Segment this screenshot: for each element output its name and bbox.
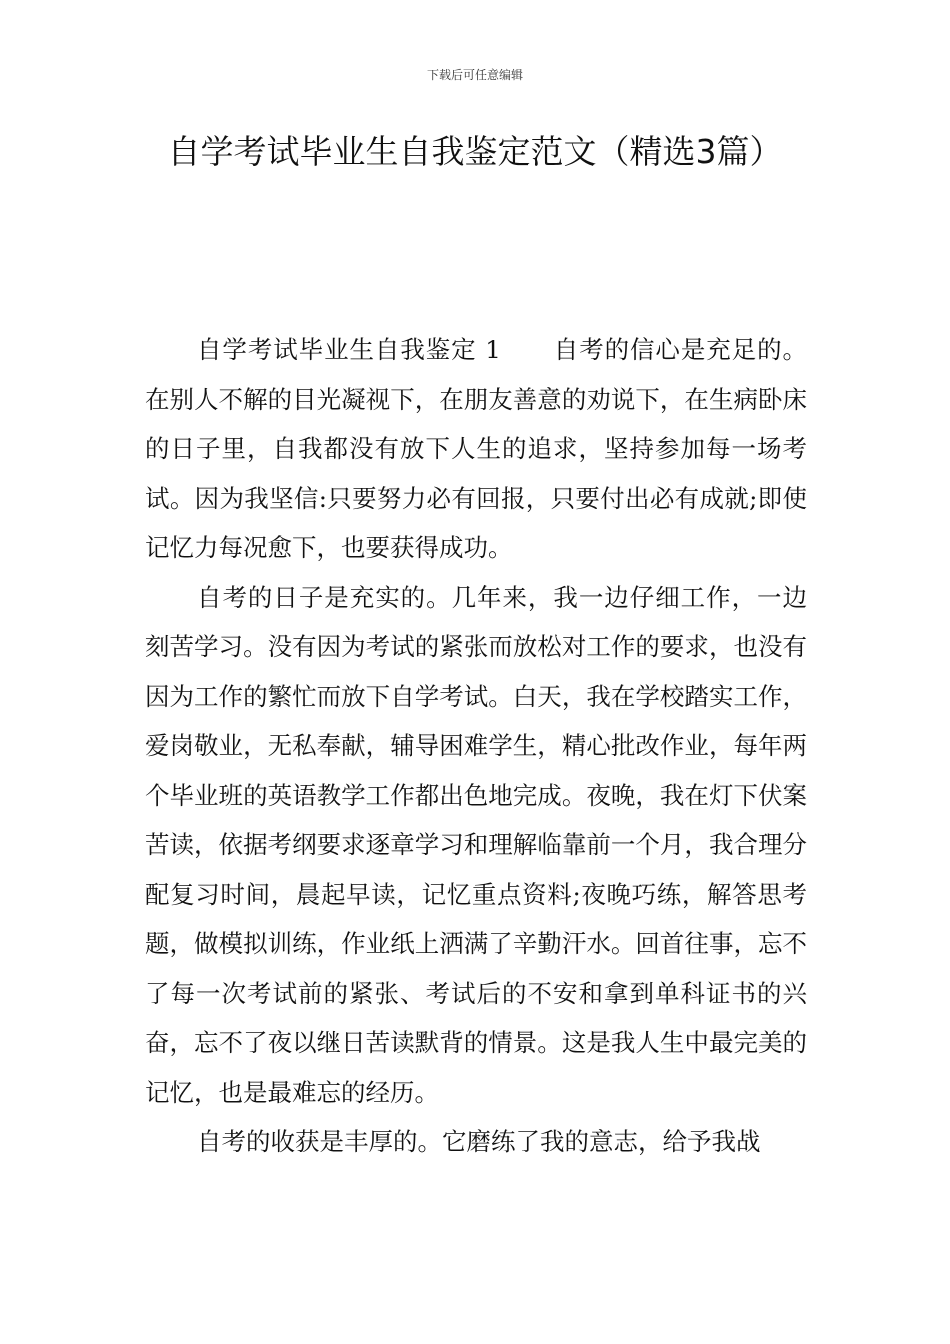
paragraph-3: 自考的收获是丰厚的。它磨练了我的意志，给予我战	[197, 1127, 761, 1156]
paragraph-1-text: 自考的信心是充足的。在别人不解的目光凝视下，在朋友善意的劝说下，在生病卧床的日子里，自我都没有放下人生的追求，坚持参加每一场考试。因为我坚信:只要努力必有回报，只要付出必有成就;即使记忆力每况愈下，也要获得成功。	[145, 335, 808, 562]
paragraph-2: 自考的日子是充实的。几年来，我一边仔细工作，一边刻苦学习。没有因为考试的紧张而放松对工作的要求，也没有因为工作的繁忙而放下自学考试。白天，我在学校踏实工作，爱岗敬业，无私奉献，辅导困难学生，精心批改作业，每年两个毕业班的英语教学工作都出色地完成。夜晚，我在灯下伏案苦读，依据考纲要求逐章学习和理解临靠前一个月，我合理分配复习时间，晨起早读，记忆重点资料;夜晚巧练，解答思考题，做模拟训练，作业纸上洒满了辛勤汗水。回首往事，忘不了每一次考试前的紧张、考试后的不安和拿到单科证书的兴奋，忘不了夜以继日苦读默背的情景。这是我人生中最完美的记忆，也是最难忘的经历。	[145, 582, 807, 1107]
section-heading: 自学考试毕业生自我鉴定 1	[197, 335, 501, 364]
document-body	[145, 325, 807, 1167]
document-title: 自学考试毕业生自我鉴定范文（精选3篇）	[167, 132, 783, 171]
download-note: 下载后可任意编辑	[426, 68, 523, 82]
paragraph-1	[145, 325, 807, 573]
